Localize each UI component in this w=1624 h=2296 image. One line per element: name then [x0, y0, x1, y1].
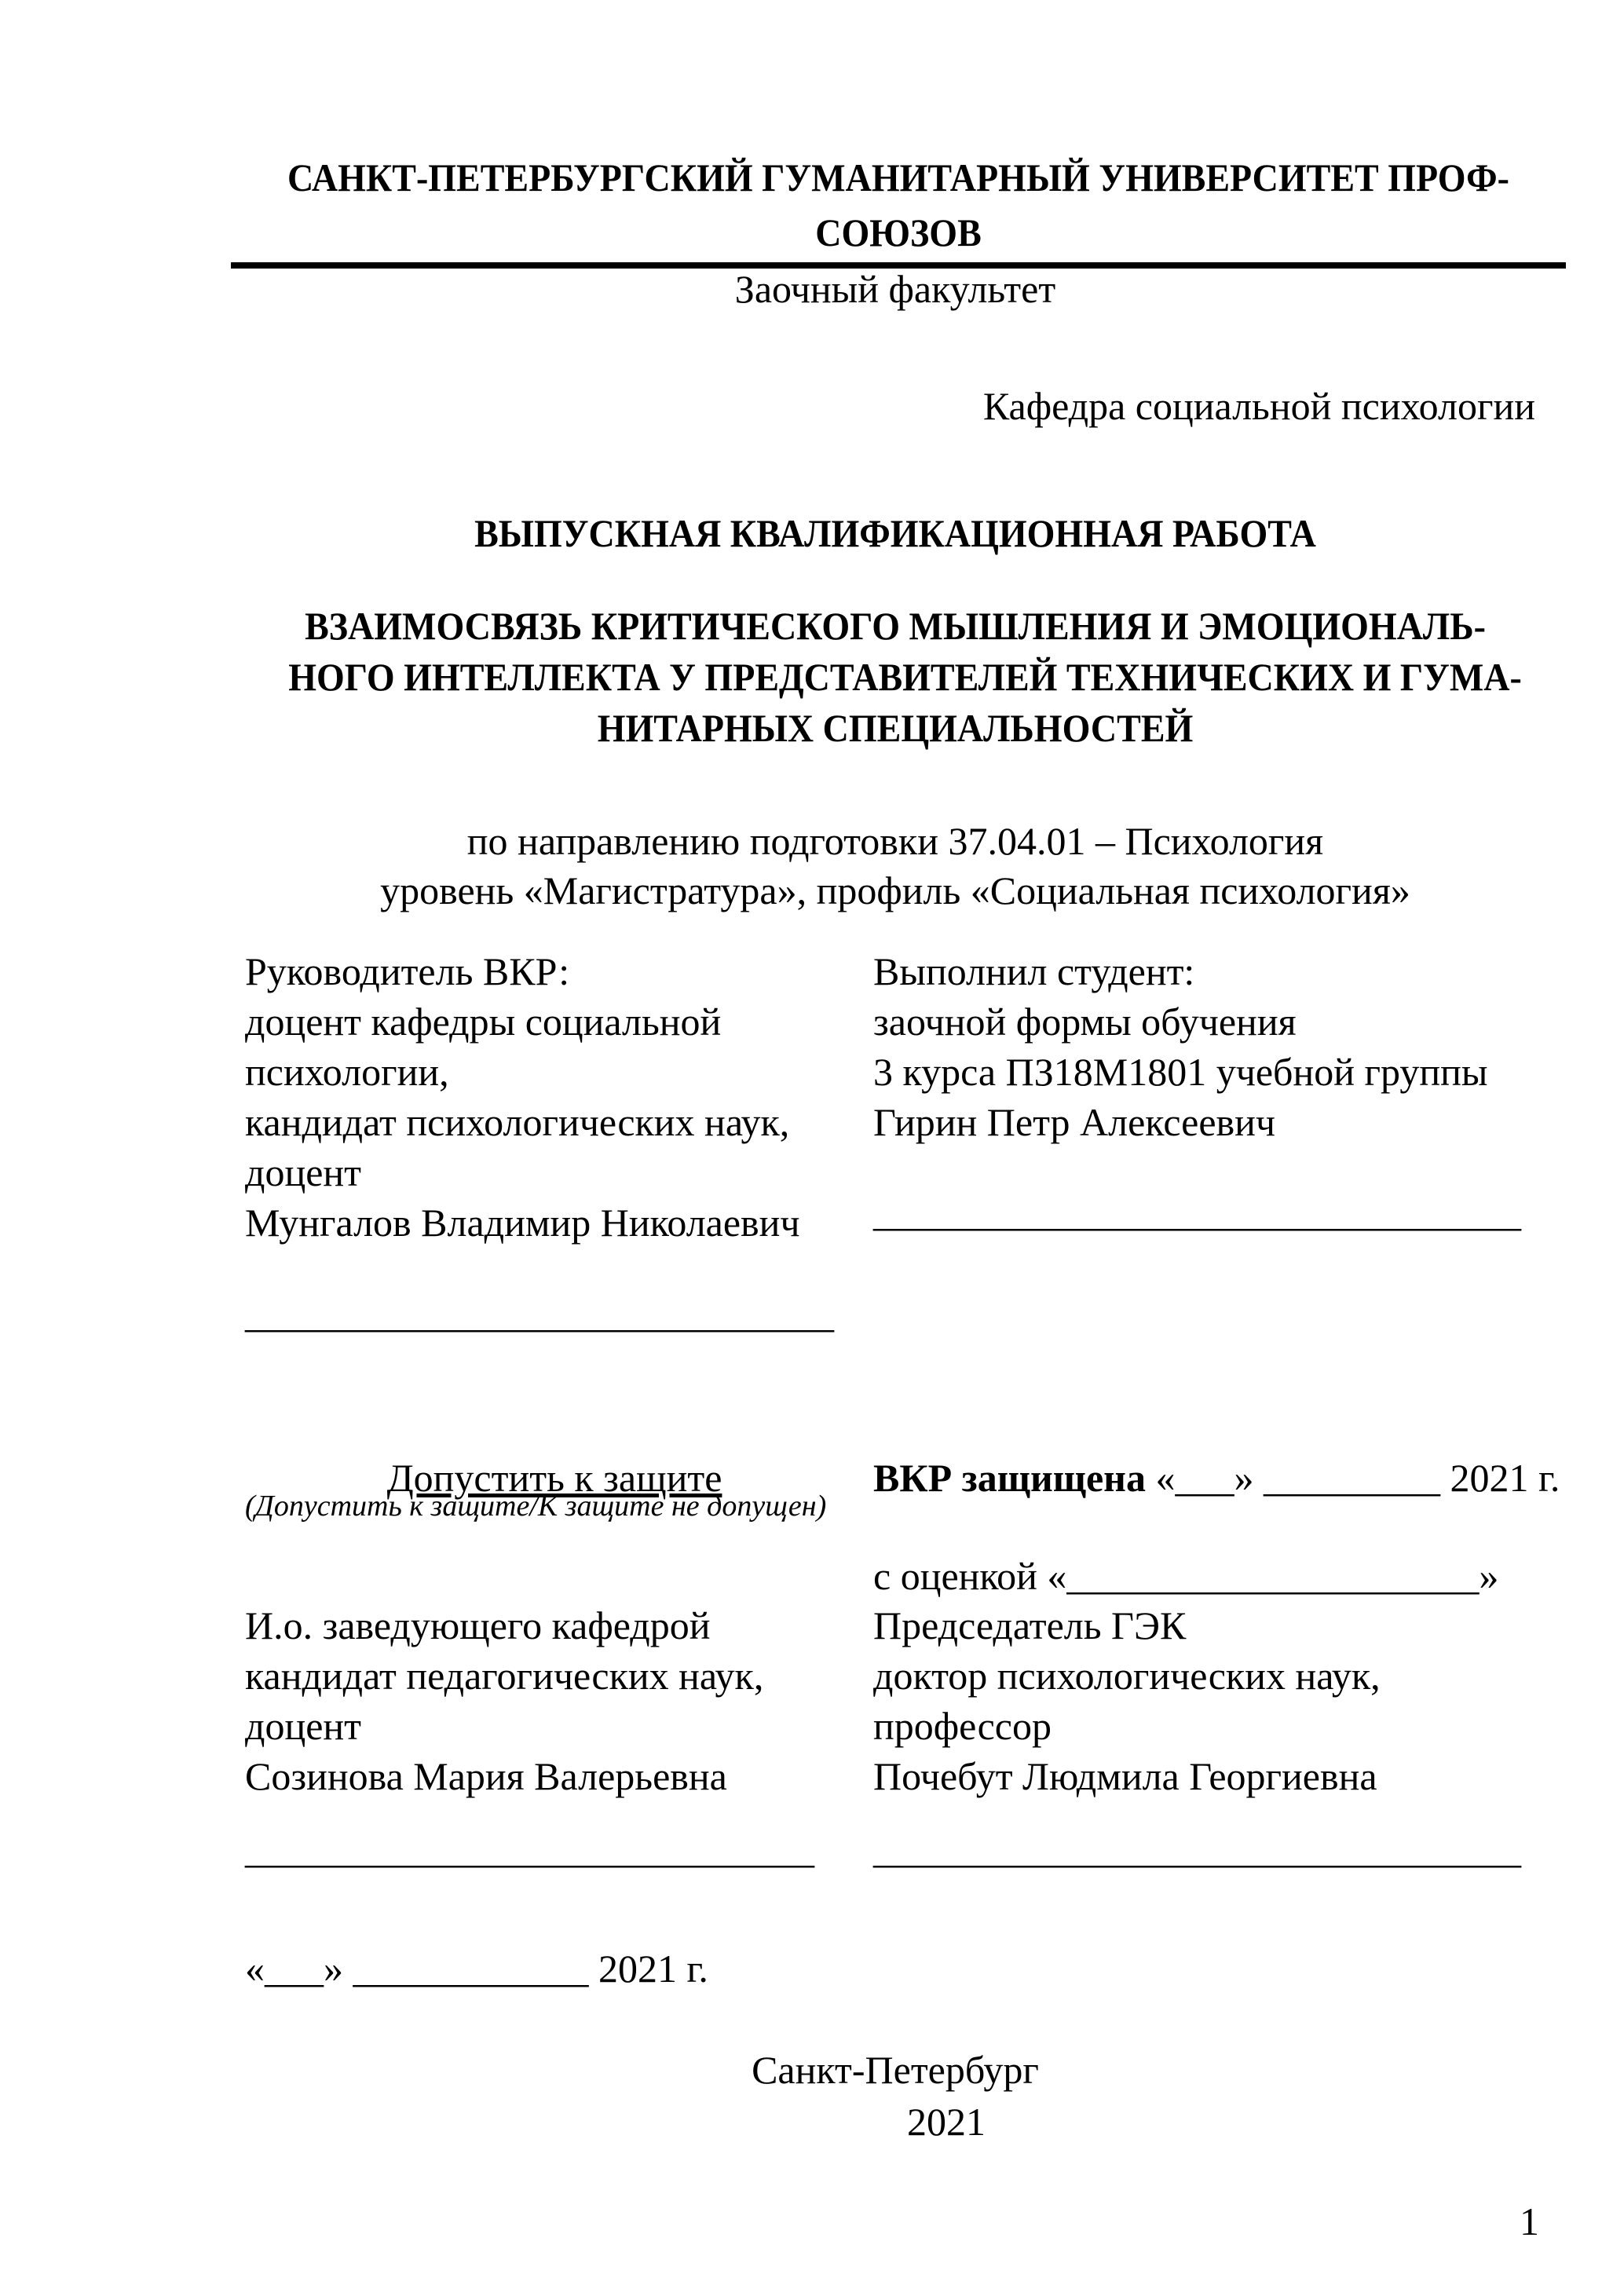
grade-prefix: с оценкой « [873, 1554, 1067, 1598]
admission-official-position-1: И.о. заведующего кафедрой [245, 1603, 711, 1647]
admission-note: (Допустить к защите/К защите не допущен) [245, 1490, 827, 1523]
officials-row-4 [236, 1751, 1555, 1801]
program-block [236, 817, 1555, 916]
university-name-line1: САНКТ-ПЕТЕРБУРГСКИЙ ГУМАНИТАРНЫЙ УНИВЕРСИТЕТ ПРОФ- [287, 155, 1509, 199]
work-type-text: ВЫПУСКНАЯ КВАЛИФИКАЦИОННАЯ РАБОТА [474, 511, 1316, 555]
faculty-line: Заочный факультет [734, 267, 1056, 311]
supervisor-position-1: доцент кафедры социальной [245, 1000, 722, 1044]
footer [236, 2044, 1555, 2148]
thesis-title-line2: НОГО ИНТЕЛЛЕКТА У ПРЕДСТАВИТЕЛЕЙ ТЕХНИЧЕСКИХ И ГУМА- [288, 655, 1522, 699]
chair-position-2: профессор [873, 1704, 1052, 1748]
officials-row-2 [236, 1651, 1555, 1701]
university-header [231, 150, 1566, 269]
admission-date-line: «___» ____________ 2021 г. [245, 1947, 708, 1991]
footer-city: Санкт-Петербург [752, 2048, 1039, 2092]
people-row-1 [236, 946, 1555, 996]
grade-line [873, 1551, 1555, 1601]
chair-position-1: доктор психологических наук, [873, 1654, 1381, 1698]
student-label: Выполнил студент: [873, 949, 1195, 993]
thesis-title-line3: НИТАРНЫХ СПЕЦИАЛЬНОСТЕЙ [597, 706, 1194, 750]
officials-row-3 [236, 1701, 1555, 1751]
people-row-3 [236, 1047, 1555, 1097]
supervisor-position-3: кандидат психологических наук, [245, 1100, 790, 1144]
student-name: Гирин Петр Алексеевич [873, 1100, 1276, 1144]
footer-year: 2021 [907, 2100, 986, 2144]
admission-heading-text: Допустить к защите [386, 1456, 722, 1500]
people-row-4 [236, 1097, 1555, 1147]
admission-official-position-3: доцент [245, 1704, 361, 1748]
student-group: 3 курса ПЗ18М1801 учебной группы [873, 1050, 1488, 1094]
student-form: заочной формы обучения [873, 1000, 1297, 1044]
department-line: Кафедра социальной психологии [982, 384, 1535, 428]
student-signature-line: _________________________________ [873, 1190, 1521, 1234]
thesis-title [236, 601, 1555, 754]
admission-official-name: Созинова Мария Валерьевна [245, 1754, 727, 1798]
officials-row-1 [236, 1600, 1555, 1651]
page-number: 1 [1520, 2199, 1539, 2243]
defense-signature-line: _________________________________ [873, 1827, 1521, 1871]
grade-row [236, 1551, 1555, 1601]
grade-suffix: » [1479, 1554, 1499, 1598]
supervisor-position-4: доцент [245, 1150, 361, 1194]
supervisor-signature-line: ______________________________ [245, 1292, 834, 1336]
admission-signature-line: _____________________________ [245, 1827, 814, 1871]
people-row-2 [236, 996, 1555, 1047]
supervisor-name: Мунгалов Владимир Николаевич [245, 1201, 800, 1245]
university-name-line2: СОЮЗОВ [815, 210, 982, 254]
chair-name: Почебут Людмила Георгиевна [873, 1754, 1377, 1798]
grade-blank: _____________________ [1066, 1554, 1480, 1598]
level-profile-line: уровень «Магистратура», профиль «Социальная психология» [380, 868, 1410, 912]
chair-label: Председатель ГЭК [873, 1603, 1187, 1647]
admission-note-row [236, 1488, 1555, 1524]
admission-official-position-2: кандидат педагогических наук, [245, 1654, 764, 1698]
defense-label: ВКР защищена [873, 1456, 1146, 1500]
program-line: по направлению подготовки 37.04.01 – Психология [466, 819, 1324, 863]
defense-date-blank: «___» _________ 2021 г. [1145, 1456, 1560, 1500]
thesis-title-line1: ВЗАИМОСВЯЗЬ КРИТИЧЕСКОГО МЫШЛЕНИЯ И ЭМОЦИОНАЛЬ- [305, 604, 1486, 648]
work-type-heading [236, 508, 1555, 558]
supervisor-position-2: психологии, [245, 1050, 449, 1094]
supervisor-label: Руководитель ВКР: [245, 949, 570, 993]
